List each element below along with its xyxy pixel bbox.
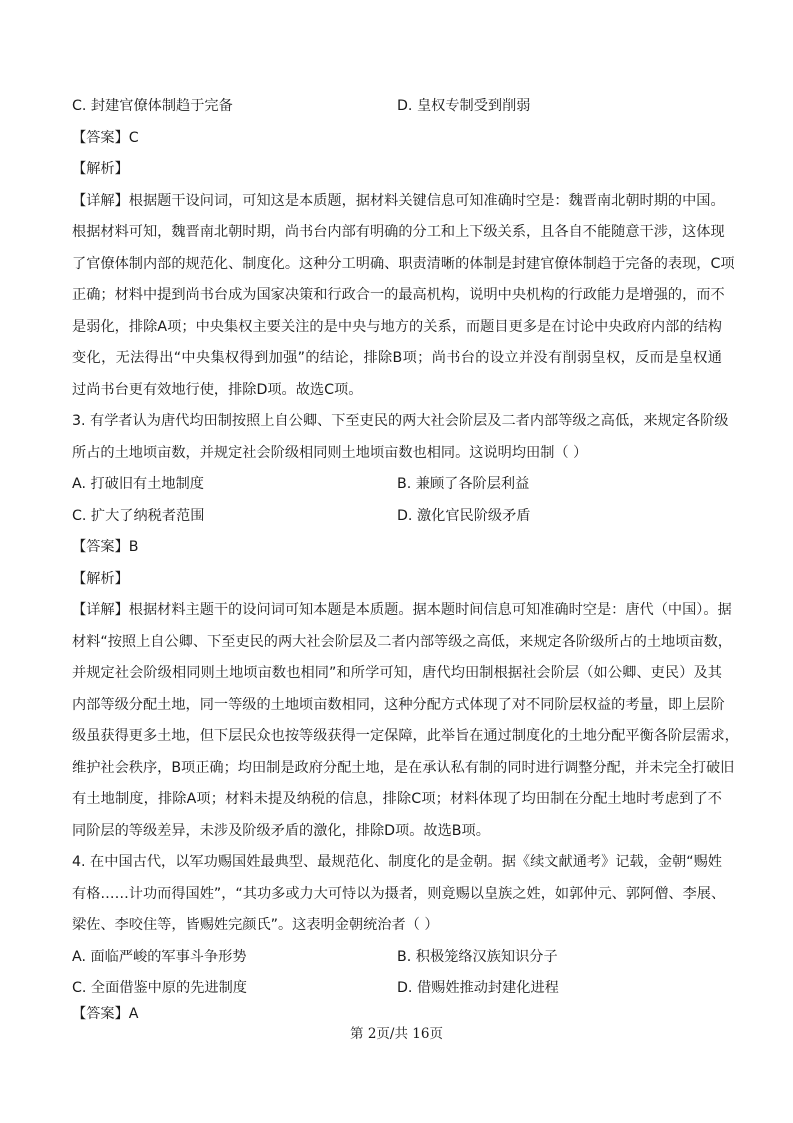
q2-analysis-tag: 【解析】: [72, 161, 129, 177]
q3-option-a: A. 打破旧有土地制度: [72, 476, 204, 492]
answer-value: B: [128, 539, 139, 555]
answer-tag: 【答案】: [72, 130, 129, 146]
q3-option-d: D. 激化官民阶级矛盾: [397, 508, 531, 524]
q4-option-b: B. 积极笼络汉族知识分子: [397, 949, 558, 965]
q3-option-b: B. 兼顾了各阶层利益: [397, 476, 530, 492]
q2-detail-line: 根据材料可知，魏晋南北朝时期，尚书台内部有明确的分工和上下级关系，且各自不能随意干涉，这体现: [72, 224, 725, 240]
q4-option-d: D. 借赐姓推动封建化进程: [397, 980, 559, 996]
page-number: 第 2页/共 16页: [350, 1026, 443, 1042]
answer-value: C: [128, 130, 139, 146]
q2-detail-line: 【详解】根据题干设问词，可知这是本质题，据材料关键信息可知准确时空是：魏晋南北朝时期的中国。: [72, 193, 725, 209]
q2-detail-line: 正确；材料中提到尚书台成为国家决策和行政合一的最高机构，说明中央机构的行政能力是增强的，而不: [72, 287, 725, 303]
q3-detail-line: 有土地制度，排除A项；材料未提及纳税的信息，排除C项；材料体现了均田制在分配土地时考虑到了不: [72, 791, 722, 807]
q3-detail-line: 维护社会秩序，B项正确；均田制是政府分配土地，是在承认私有制的同时进行调整分配，并未完全打破旧: [72, 760, 735, 776]
q4-stem-line: 有格……计功而得国姓”，“其功多或力大可恃以为摄者，则竟赐以皇族之姓，如郭仲元、郭阿僧、李展、: [72, 886, 726, 902]
answer-tag: 【答案】: [72, 539, 129, 555]
q2-option-c: C. 封建官僚体制趋于完备: [72, 98, 233, 114]
q2-answer: [72, 128, 139, 148]
q3-stem-line: 3. 有学者认为唐代均田制按照上自公卿、下至吏民的两大社会阶层及二者内部等级之高低，来规定各阶级: [72, 413, 729, 429]
q3-detail-line: 同阶层的等级差异，未涉及阶级矛盾的激化，排除D项。故选B项。: [72, 823, 490, 839]
q4-option-a: A. 面临严峻的军事斗争形势: [72, 949, 247, 965]
q4-stem-line: 4. 在中国古代，以军功赐国姓最典型、最规范化、制度化的是金朝。据《续文献通考》记载，金朝“赐姓: [72, 854, 722, 870]
q2-detail-line: 了官僚体制内部的规范化、制度化。这种分工明确、职责清晰的体制是封建官僚体制趋于完备的表现，C项: [72, 256, 735, 272]
answer-tag: 【答案】: [72, 1006, 129, 1022]
q4-answer: [72, 1004, 138, 1024]
q3-detail-line: 级虽获得更多土地，但下层民众也按等级获得一定保障，此举旨在通过制度化的土地分配平衡各阶层需求，: [72, 728, 739, 744]
answer-value: A: [128, 1006, 139, 1022]
q3-analysis-tag: 【解析】: [72, 571, 129, 587]
q3-stem-line: 所占的土地顷亩数，并规定社会阶级相同则土地顷亩数也相同。这说明均田制（ ）: [72, 445, 588, 461]
q3-detail-line: 材料“按照上自公卿、下至吏民的两大社会阶层及二者内部等级之高低，来规定各阶级所占的土地顷亩数，: [72, 634, 732, 650]
q2-detail-line: 变化，无法得出“中央集权得到加强”的结论，排除B项；尚书台的设立并没有削弱皇权，反而是皇权通: [72, 350, 722, 366]
q4-stem-line: 梁佐、李咬住等，皆赐姓完颜氏”。这表明金朝统治者（ ）: [72, 917, 439, 933]
q2-detail-line: 是弱化，排除A项；中央集权主要关注的是中央与地方的关系，而题目更多是在讨论中央政府内部的结构: [72, 319, 722, 335]
q3-detail-line: 并规定社会阶级相同则土地顷亩数也相同”和所学可知，唐代均田制根据社会阶层（如公卿、吏民）及其: [72, 665, 722, 681]
q3-detail-line: 内部等级分配土地，同一等级的土地顷亩数相同，这种分配方式体现了对不同阶层权益的考量，即上层阶: [72, 697, 725, 713]
q3-detail-line: 【详解】根据材料主题干的设问词可知本题是本质题。据本题时间信息可知准确时空是：唐代（中国）。据: [72, 602, 732, 618]
q2-option-d: D. 皇权专制受到削弱: [397, 98, 531, 114]
q3-answer: [72, 537, 139, 557]
q3-option-c: C. 扩大了纳税者范围: [72, 508, 205, 524]
q2-detail-line: 过尚书台更有效地行使，排除D项。故选C项。: [72, 382, 363, 398]
q4-option-c: C. 全面借鉴中原的先进制度: [72, 980, 247, 996]
